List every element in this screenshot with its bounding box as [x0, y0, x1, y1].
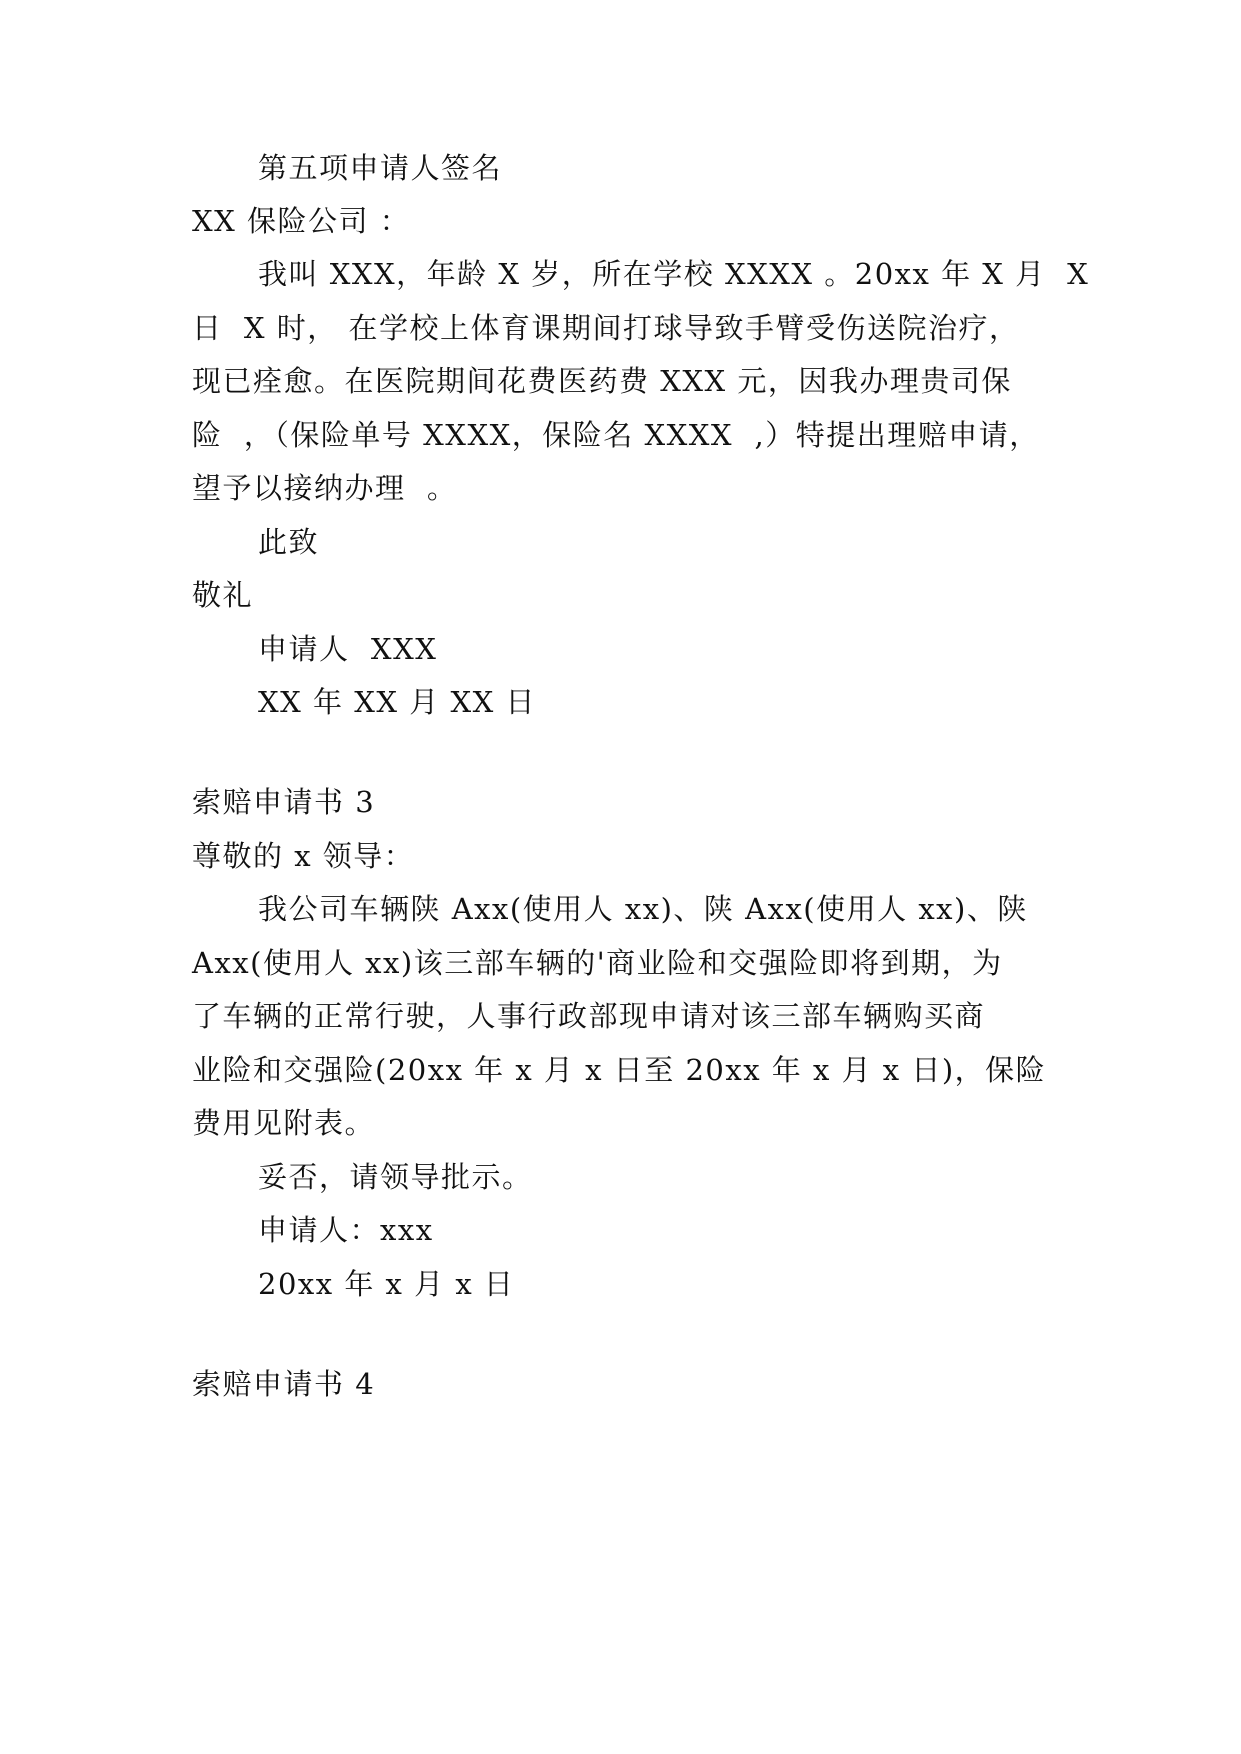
body-line: 业险和交强险(20xx 年 x 月 x 日至 20xx 年 x 月 x 日)，保险 [192, 1053, 1047, 1087]
approval-request: 妥否，请领导批示。 [258, 1160, 533, 1194]
body-line: 我公司车辆陕 Axx(使用人 xx)、陕 Axx(使用人 xx)、陕 [258, 892, 1028, 926]
signature-heading: 第五项申请人签名 [258, 151, 503, 185]
date-line: 20xx 年 x 月 x 日 [258, 1267, 515, 1301]
applicant-line: 申请人 XXX [258, 632, 438, 666]
body-line: 险 ，（保险单号 XXXX，保险名 XXXX ,）特提出理赔申请， [192, 418, 1040, 452]
body-line: 我叫 XXX，年龄 X 岁，所在学校 XXXX 。20xx 年 X 月 X [258, 257, 1090, 291]
body-line: 费用见附表。 [192, 1106, 376, 1140]
section-title: 索赔申请书 3 [192, 785, 376, 819]
body-line: 日 X 时， 在学校上体育课期间打球导致手臂受伤送院治疗， [192, 311, 1020, 345]
closing-jingli: 敬礼 [192, 578, 254, 612]
salutation-insurance-company: XX 保险公司 ： [192, 204, 411, 238]
body-line: Axx(使用人 xx)该三部车辆的'商业险和交强险即将到期，为 [192, 946, 1003, 980]
body-line: 了车辆的正常行驶，人事行政部现申请对该三部车辆购买商 [192, 999, 986, 1033]
section-title: 索赔申请书 4 [192, 1367, 376, 1401]
applicant-line: 申请人：xxx [258, 1213, 434, 1247]
date-line: XX 年 XX 月 XX 日 [258, 685, 536, 719]
salutation-leader: 尊敬的 x 领导： [192, 839, 415, 873]
body-line: 现已痊愈。在医院期间花费医药费 XXX 元，因我办理贵司保 [192, 364, 1012, 398]
closing-cizhi: 此致 [258, 525, 320, 559]
body-line: 望予以接纳办理 。 [192, 471, 458, 505]
